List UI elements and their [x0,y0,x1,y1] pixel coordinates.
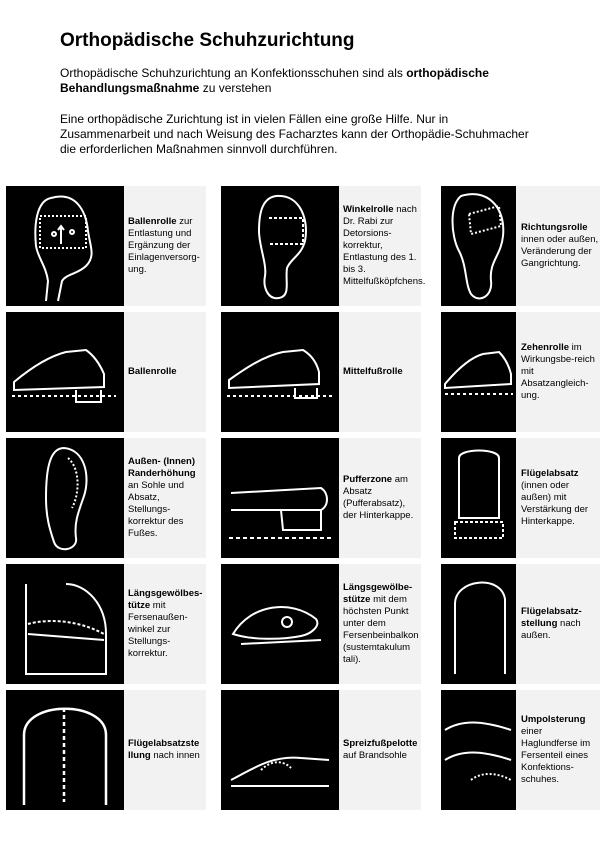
grid-cell-5 [221,312,421,432]
grid-caption-3: Richtungsrolle innen oder außen, Veränderung der Gangrichtung. [521,222,599,269]
grid-cell-10 [6,564,206,684]
grid-caption-14: Spreizfußpelotte auf Brandsohle [343,738,418,761]
grid-cell-12 [441,564,600,684]
grid-caption-13: Flügelabsatzste llung nach innen [128,738,200,761]
grid-caption-8: Pufferzone am Absatz (Pufferabsatz), der Hinterkappe. [343,474,414,521]
intro-plain: Orthopädische Schuhzurichtung an Konfektionsschuhen sind als [60,66,407,80]
grid-cell-14 [221,690,421,810]
intro-paragraph: Eine orthopädische Zurichtung ist in vielen Fällen eine große Hilfe. Nur in Zusammenarbeit und nach Weisung des Facharztes kann der Orthopädie-Schuhmacher die erforderlichen Maßnahmen sinnvoll durchführen. [60,112,529,156]
grid-cell-3 [441,186,600,306]
grid-cell-13 [6,690,206,810]
grid-caption-12: Flügelabsatz-stellung nach außen. [521,606,582,641]
shoe-side-icon [441,312,516,432]
grid-caption-15: Umpolsterung einer Haglundferse im Fersenteil eines Konfektions-schuhes. [521,714,591,785]
intro-bold: orthopädische Behandlungsmaßnahme [60,66,489,95]
grid-caption-9: Flügelabsatz (innen oder außen) mit Verstärkung der Hinterkappe. [521,468,589,527]
intro-text [60,66,540,96]
sole-outline-icon [221,186,339,306]
grid-cell-11 [221,564,421,684]
shoe-side-icon [221,312,339,432]
grid-caption-4: Ballenrolle [128,366,177,377]
grid-cell-9 [441,438,600,558]
grid-cell-6 [441,312,600,432]
page-title: Orthopädische Schuhzurichtung [60,30,355,51]
arch-support-icon [6,564,124,684]
grid-cell-2 [221,186,426,306]
grid-cell-15 [441,690,600,810]
grid-cell-1 [6,186,206,306]
heel-rear-icon [6,690,124,810]
grid-caption-10: Längsgewölbes-tütze mit Fersenaußen-winkel zur Stellungs-korrektur. [128,588,203,659]
grid-cell-8 [221,438,421,558]
arch-support-icon [221,564,339,684]
grid-caption-5: Mittelfußrolle [343,366,403,377]
shoe-side-icon [6,312,124,432]
grid-caption-6: Zehenrolle im Wirkungsbe-reich mit Absatzangleich-ung. [521,342,595,401]
grid-caption-1: Ballenrolle zur Entlastung und Ergänzung der Einlagenversorg-ung. [128,216,200,275]
sole-outline-icon [441,186,516,306]
heel-section-icon [221,438,339,558]
insole-pad-icon [441,690,516,810]
heel-rear-icon [441,438,516,558]
insole-pad-icon [221,690,339,810]
grid-cell-7 [6,438,206,558]
grid-cell-4 [6,312,206,432]
sole-outline-icon [6,186,124,306]
sole-outline-icon [6,438,124,558]
grid-caption-7: Außen- (Innen) Randerhöhung an Sohle und Absatz, Stellungs-korrektur des Fußes. [128,456,196,539]
grid-caption-2: Winkelrolle nach Dr. Rabi zur Detorsions-korrektur, Entlastung des 1. bis 3. Mittelfußköpfchens. [343,204,426,287]
grid-caption-11: Längsgewölbe-stütze mit dem höchsten Punkt unter dem Fersenbeinbalkon (sustemtakulum tali). [343,582,419,665]
heel-rear-icon [441,564,516,684]
intro-end: zu verstehen [199,81,272,95]
